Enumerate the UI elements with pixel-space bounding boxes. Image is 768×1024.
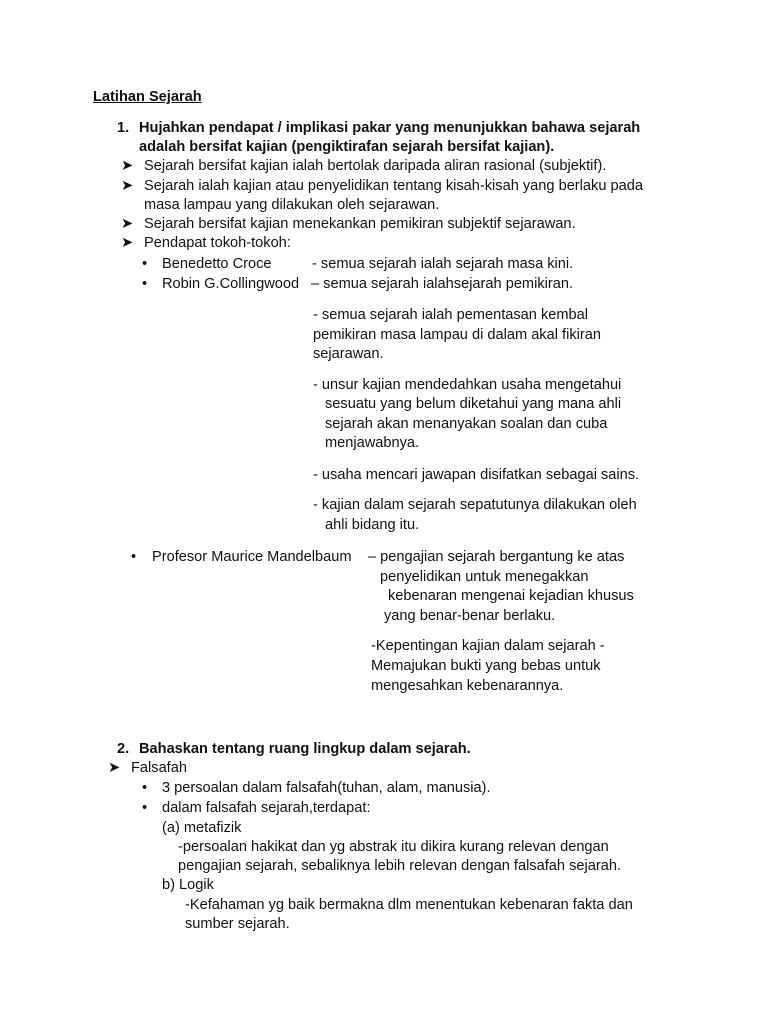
q1-point-2-line-1: Sejarah ialah kajian atau penyelidikan tentang kisah-kisah yang berlaku pada bbox=[144, 178, 643, 194]
bullet-dot-icon: • bbox=[131, 549, 137, 565]
collingwood-point-1-line-1: - semua sejarah ialah pementasan kembal bbox=[313, 307, 589, 323]
arrow-bullet-icon: ➤ bbox=[121, 158, 134, 174]
q2-bullet-1: 3 persoalan dalam falsafah(tuhan, alam, manusia). bbox=[162, 780, 491, 796]
mandelbaum-name: Profesor Maurice Mandelbaum bbox=[152, 549, 352, 565]
mandelbaum-line-3: kebenaran mengenai kejadian khusus bbox=[388, 588, 634, 604]
croce-view: - semua sejarah ialah sejarah masa kini. bbox=[312, 256, 574, 272]
mandelbaum-note-line-2: Memajukan bukti yang bebas untuk bbox=[371, 658, 601, 674]
collingwood-name: Robin G.Collingwood bbox=[162, 276, 300, 292]
collingwood-point-2-line-4: menjawabnya. bbox=[325, 435, 420, 451]
q2-arrow-falsafah: Falsafah bbox=[131, 760, 187, 776]
mandelbaum-line-4: yang benar-benar berlaku. bbox=[384, 608, 556, 624]
collingwood-point-1-line-3: sejarawan. bbox=[313, 346, 384, 362]
mandelbaum-line-2: penyelidikan untuk menegakkan bbox=[380, 569, 589, 585]
logik-label: b) Logik bbox=[162, 877, 214, 893]
bullet-dot-icon: • bbox=[142, 276, 148, 292]
logik-line-2: sumber sejarah. bbox=[185, 916, 290, 932]
arrow-bullet-icon: ➤ bbox=[121, 235, 134, 251]
q1-number: 1. bbox=[117, 120, 130, 136]
q2-number: 2. bbox=[117, 741, 130, 757]
bullet-dot-icon: • bbox=[142, 256, 148, 272]
q2-heading: Bahaskan tentang ruang lingkup dalam sejarah. bbox=[139, 741, 471, 757]
arrow-bullet-icon: ➤ bbox=[121, 178, 134, 194]
q1-point-3: Sejarah bersifat kajian menekankan pemikiran subjektif sejarawan. bbox=[144, 216, 576, 232]
mandelbaum-note-line-1: -Kepentingan kajian dalam sejarah - bbox=[371, 638, 605, 654]
collingwood-point-4-line-2: ahli bidang itu. bbox=[325, 517, 420, 533]
collingwood-point-1-line-2: pemikiran masa lampau di dalam akal fikiran bbox=[313, 327, 601, 343]
metafizik-line-2: pengajian sejarah, sebaliknya lebih relevan dengan falsafah sejarah. bbox=[178, 858, 621, 874]
logik-line-1: -Kefahaman yg baik bermakna dlm menentukan kebenaran fakta dan bbox=[185, 897, 633, 913]
collingwood-point-2-line-2: sesuatu yang belum diketahui yang mana ahli bbox=[325, 396, 622, 412]
collingwood-point-3: - usaha mencari jawapan disifatkan sebagai sains. bbox=[313, 467, 640, 483]
mandelbaum-line-1: – pengajian sejarah bergantung ke atas bbox=[368, 549, 625, 565]
mandelbaum-note-line-3: mengesahkan kebenarannya. bbox=[371, 678, 564, 694]
collingwood-point-4-line-1: - kajian dalam sejarah sepatutunya dilakukan oleh bbox=[313, 497, 637, 513]
q1-point-2-line-2: masa lampau yang dilakukan oleh sejarawan. bbox=[144, 197, 440, 213]
arrow-bullet-icon: ➤ bbox=[121, 216, 134, 232]
bullet-dot-icon: • bbox=[142, 780, 148, 796]
croce-name: Benedetto Croce bbox=[162, 256, 272, 272]
metafizik-line-1: -persoalan hakikat dan yg abstrak itu dikira kurang relevan dengan bbox=[178, 839, 609, 855]
collingwood-view: – semua sejarah ialahsejarah pemikiran. bbox=[311, 276, 574, 292]
bullet-dot-icon: • bbox=[142, 800, 148, 816]
q2-bullet-2: dalam falsafah sejarah,terdapat: bbox=[162, 800, 371, 816]
page-title: Latihan Sejarah bbox=[93, 89, 202, 105]
collingwood-point-2-line-1: - unsur kajian mendedahkan usaha mengetahui bbox=[313, 377, 622, 393]
collingwood-point-2-line-3: sejarah akan menanyakan soalan dan cuba bbox=[325, 416, 608, 432]
q1-heading-line-2: adalah bersifat kajian (pengiktirafan sejarah bersifat kajian). bbox=[139, 139, 555, 155]
metafizik-label: (a) metafizik bbox=[162, 820, 242, 836]
q1-heading-line-1: Hujahkan pendapat / implikasi pakar yang menunjukkan bahawa sejarah bbox=[139, 120, 641, 136]
q1-point-4: Pendapat tokoh-tokoh: bbox=[144, 235, 291, 251]
q1-point-1: Sejarah bersifat kajian ialah bertolak daripada aliran rasional (subjektif). bbox=[144, 158, 607, 174]
arrow-bullet-icon: ➤ bbox=[108, 760, 121, 776]
